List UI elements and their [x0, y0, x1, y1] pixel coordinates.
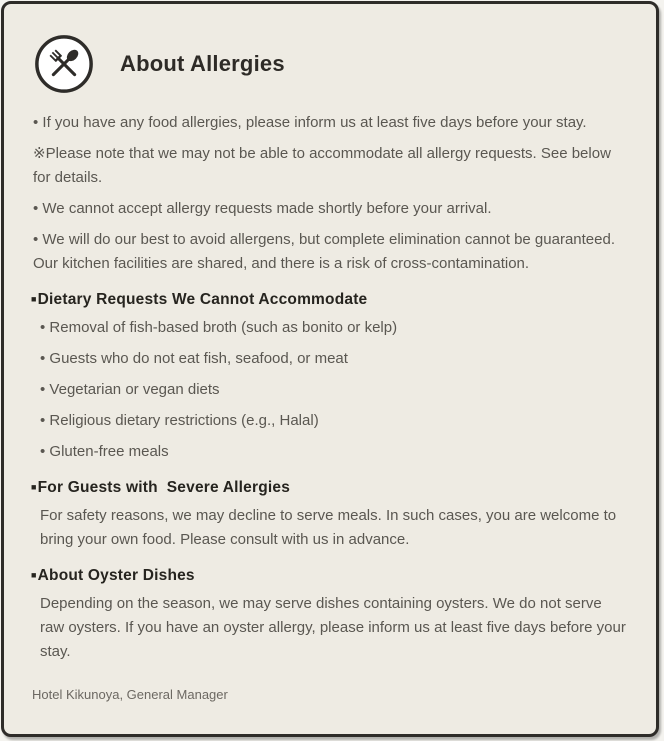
section-dietary-requests: [31, 291, 629, 464]
intro-note-text: We will do our best to avoid allergens, but complete elimination cannot be guaranteed. Our kitchen facilities are shared, and there is a risk of cross-contamination.: [33, 231, 615, 272]
section-heading: [31, 479, 629, 497]
intro-note: [33, 228, 629, 276]
section-heading: [31, 291, 629, 309]
bullet-marker: •: [33, 200, 43, 217]
intro-note-text: We cannot accept allergy requests made shortly before your arrival.: [42, 200, 492, 217]
bullet-item-text: Gluten-free meals: [49, 443, 169, 460]
section-oyster-dishes: [31, 567, 629, 664]
intro-note: [33, 142, 629, 190]
bullet-marker: •: [40, 319, 50, 336]
reference-mark-marker: ※: [33, 145, 46, 162]
intro-note: [33, 111, 629, 135]
square-marker: ■: [31, 482, 37, 492]
section-heading-label: For Guests with Severe Allergies: [37, 479, 291, 496]
bullet-item-text: Religious dietary restrictions (e.g., Halal): [49, 412, 319, 429]
intro-note-text: If you have any food allergies, please inform us at least five days before your stay.: [42, 114, 587, 131]
bullet-item-text: Guests who do not eat fish, seafood, or meat: [49, 350, 348, 367]
crossed-utensils-icon: [33, 33, 95, 95]
section-heading-label: About Oyster Dishes: [37, 567, 195, 584]
bullet-marker: •: [40, 350, 50, 367]
bullet-item: [40, 440, 629, 464]
bullet-marker: •: [40, 443, 50, 460]
section-severe-allergies: [31, 479, 629, 552]
bullet-marker: •: [40, 381, 50, 398]
intro-notes: [31, 111, 629, 276]
bullet-marker: •: [33, 231, 43, 248]
card-footer: [31, 685, 629, 705]
bullet-item: [40, 409, 629, 433]
bullet-marker: •: [33, 114, 43, 131]
allergy-notice-card: [1, 1, 659, 737]
bullet-item: [40, 378, 629, 402]
section-paragraph: Depending on the season, we may serve dishes containing oysters. We do not serve raw oysters. If you have an oyster allergy, please inform us at least five days before your stay.: [40, 595, 626, 660]
bullet-item: [40, 316, 629, 340]
signature: Hotel Kikunoya, General Manager: [32, 687, 228, 702]
card-header: [31, 28, 629, 95]
bullet-item: [40, 347, 629, 371]
bullet-marker: •: [40, 412, 50, 429]
square-marker: ■: [31, 570, 37, 580]
section-heading: [31, 567, 629, 585]
bullet-item-text: Vegetarian or vegan diets: [49, 381, 220, 398]
page-title: About Allergies: [120, 51, 285, 76]
square-marker: ■: [31, 294, 37, 304]
intro-note: [33, 197, 629, 221]
section-heading-label: Dietary Requests We Cannot Accommodate: [37, 291, 368, 308]
bullet-item-text: Removal of fish-based broth (such as bonito or kelp): [49, 319, 398, 336]
section-paragraph: For safety reasons, we may decline to serve meals. In such cases, you are welcome to bring your own food. Please consult with us in advance.: [40, 507, 617, 548]
intro-note-text: Please note that we may not be able to accommodate all allergy requests. See below for details.: [33, 145, 611, 186]
